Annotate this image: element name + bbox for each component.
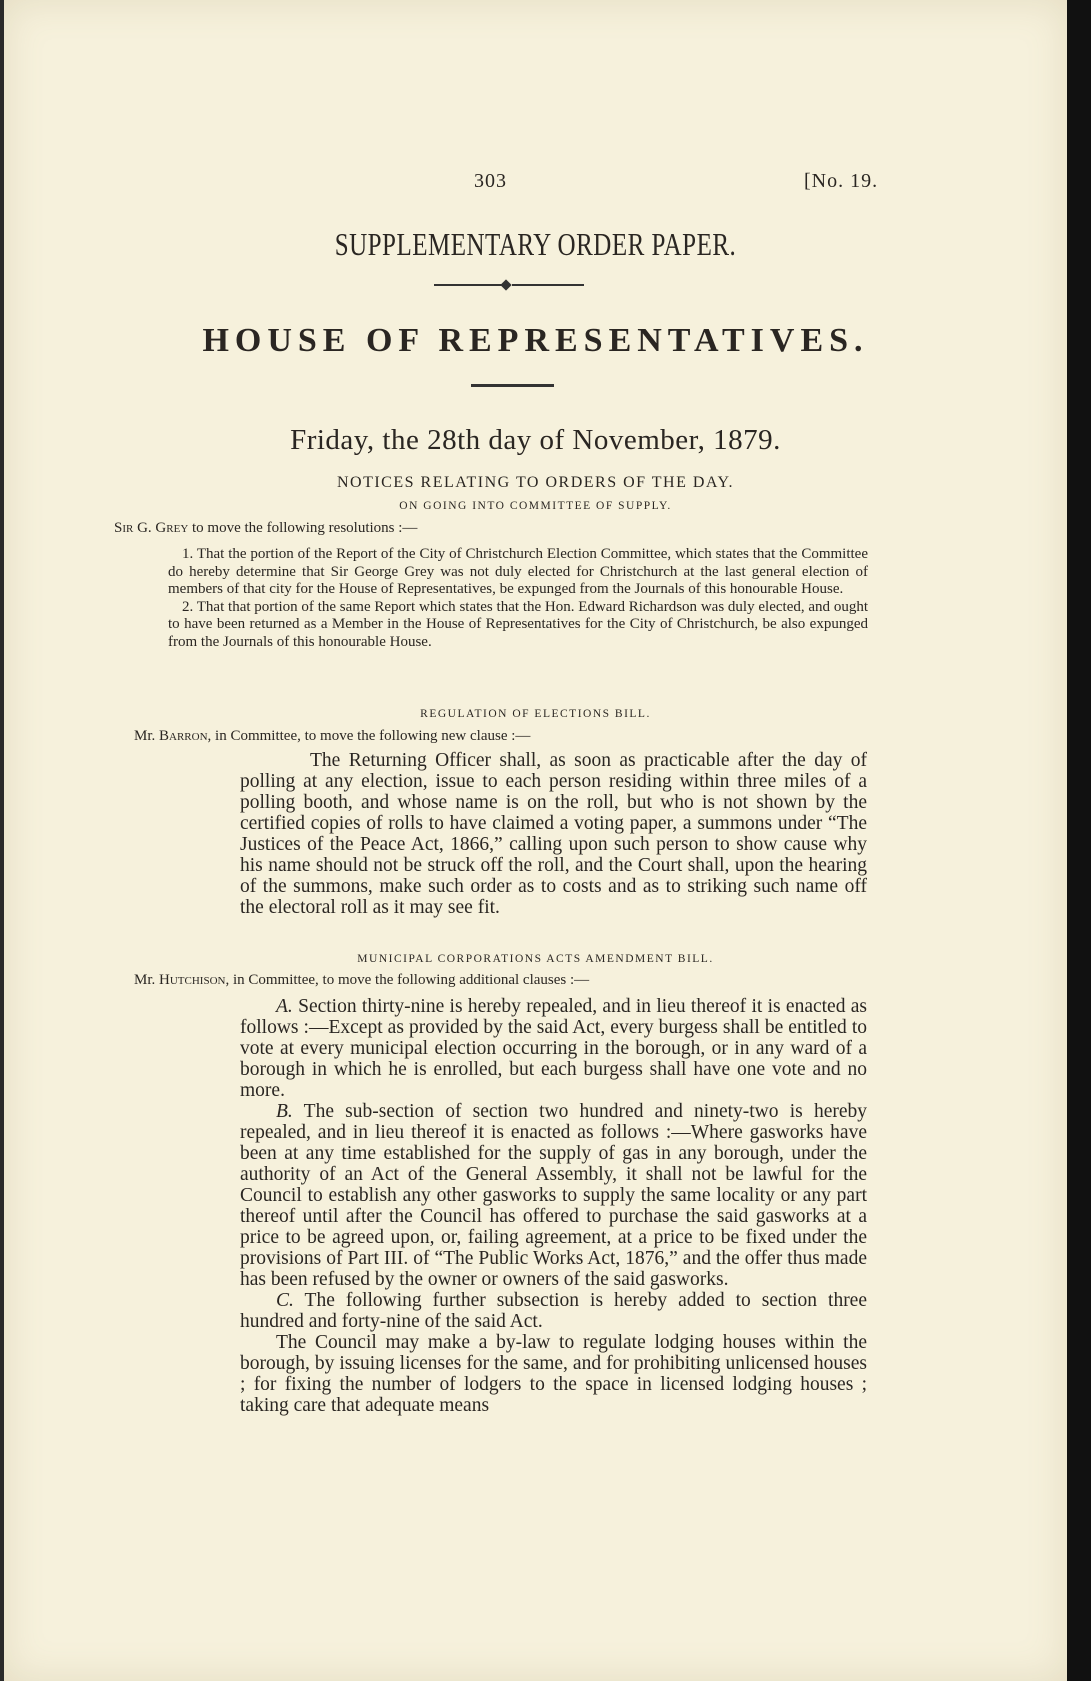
page-number: 303 bbox=[474, 170, 507, 192]
elections-bill-heading: REGULATION OF ELECTIONS BILL. bbox=[420, 708, 651, 720]
new-clause-text: The Returning Officer shall, as soon as practicable after the day of polling at any election, issue to each person residing within three miles of a polling booth, and whose name is on the roll, but who is not shown by the certified copies of rolls to have claimed a voting paper, a summons under “The Justices of the Peace Act, 1866,” calling upon such person to show cause why his name should not be struck off the roll, and the Court shall, upon the hearing of the summons, make such order as to costs and as to striking such name off the electoral roll as it may see fit. bbox=[240, 750, 867, 918]
resolution-2: 2. That that portion of the same Report which states that the Hon. Edward Richardson was duly elected, and ought to have been returned as a Member in the House of Representatives for the City of Christchurch, be also expunged from the Journals of this honourable House. bbox=[168, 598, 868, 650]
municipal-bill-heading: MUNICIPAL CORPORATIONS ACTS AMENDMENT BILL. bbox=[357, 953, 714, 965]
supply-mover bbox=[114, 520, 814, 538]
clause-c-body: The Council may make a by-law to regulate lodging houses within the borough, by issuing licenses for the same, and for prohibiting unlicensed houses ; for fixing the number of lodgers to the space in licensed lodging houses ; taking care that adequate means bbox=[240, 1332, 867, 1416]
mover-prefix: Mr. bbox=[134, 972, 160, 988]
date-line: Friday, the 28th day of November, 1879. bbox=[290, 424, 781, 456]
clause-text: The following further subsection is hereby added to section three hundred and forty-nine of the said Act. bbox=[240, 1290, 867, 1332]
clause-text: Section thirty-nine is hereby repealed, and in lieu thereof it is enacted as follows :—Except as provided by the said Act, every burgess shall be entitled to vote at every municipal election occurring in the borough, or in any ward of a borough in which he is enrolled, but each burgess shall have one vote and no more. bbox=[240, 996, 867, 1101]
resolution-list bbox=[168, 546, 868, 652]
page-edge-right bbox=[1067, 0, 1091, 1681]
notices-heading: NOTICES RELATING TO ORDERS OF THE DAY. bbox=[336, 474, 735, 491]
mover-text: , in Committee, to move the following additional clauses :— bbox=[225, 972, 590, 988]
document-title: SUPPLEMENTARY ORDER PAPER. bbox=[334, 228, 737, 263]
clause-b bbox=[240, 1101, 867, 1290]
clause-a bbox=[240, 996, 867, 1101]
mover-text: , in Committee, to move the following new clause :— bbox=[207, 728, 531, 744]
heading-rule bbox=[471, 384, 554, 387]
mover-name: Hutchison bbox=[159, 972, 226, 988]
clause-letter: A. bbox=[276, 996, 293, 1017]
mover-prefix: Mr. bbox=[134, 728, 160, 744]
house-heading: HOUSE OF REPRESENTATIVES. bbox=[202, 322, 869, 359]
clause-c bbox=[240, 1290, 867, 1332]
mover-text: to move the following resolutions :— bbox=[188, 520, 418, 536]
clause-letter: C. bbox=[276, 1290, 294, 1311]
supply-heading: ON GOING INTO COMMITTEE OF SUPPLY. bbox=[399, 500, 672, 512]
municipal-bill-mover bbox=[134, 972, 834, 990]
resolution-1: 1. That the portion of the Report of the City of Christchurch Election Committee, which states that the Committee do hereby determine that Sir George Grey was not duly elected for Christchurch at the last general election of members of that city for the House of Representatives, be expunged from the Journals of this honourable House. bbox=[168, 546, 868, 598]
mover-name: Barron bbox=[159, 728, 208, 744]
clause-letter: B. bbox=[276, 1101, 293, 1122]
elections-bill-mover bbox=[134, 728, 834, 746]
mover-name: Sir G. Grey bbox=[114, 520, 189, 536]
elections-bill-clause bbox=[240, 750, 867, 918]
clause-text: The sub-section of section two hundred and ninety-two is hereby repealed, and in lieu thereof it is enacted as follows :—Where gasworks have been at any time established for the supply of gas in any borough, under the authority of an Act of the General Assembly, it shall not be lawful for the Council to establish any other gasworks to supply the same locality or any part thereof until after the Council has offered to purchase the said gasworks at a price to be agreed upon, or, failing agreement, at a price to be fixed under the provisions of Part III. of “The Public Works Act, 1876,” and the offer thus made has been refused by the owner or owners of the said gasworks. bbox=[240, 1101, 867, 1290]
paper-number: [No. 19. bbox=[804, 170, 879, 192]
document-page bbox=[4, 0, 1067, 1681]
ornament-divider bbox=[434, 280, 584, 290]
municipal-bill-clauses bbox=[240, 996, 867, 1416]
